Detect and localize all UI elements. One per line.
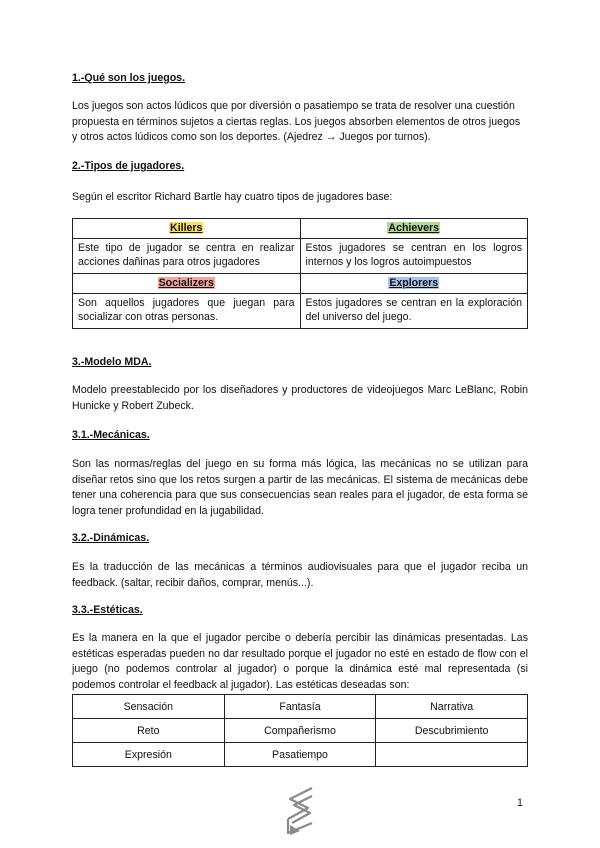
aesthetic-cell <box>376 743 528 767</box>
section-1 <box>72 72 528 84</box>
section-title: 2.-Tipos de jugadores. <box>72 160 185 172</box>
type-header-killers <box>73 219 301 239</box>
section-title: 3.3.-Estéticas. <box>72 604 143 616</box>
paragraph: Modelo preestablecido por los diseñadores y productores de videojuegos Marc LeBlanc, Robin Hunicke y Robert Zubeck. <box>72 384 528 412</box>
paragraph: Son las normas/reglas del juego en su forma más lógica, las mecánicas no se utilizan para diseñar retos sino que los retos surgen a partir de las mecánicas. El sistema de mecánicas debe tener una coherencia para que sus consecuencias sean reales para el jugador, de esta forma se logra tener profundidad en la jugabilidad. <box>72 458 528 517</box>
section-title: 1.-Qué son los juegos. <box>72 72 186 84</box>
type-header-achievers <box>300 219 528 239</box>
type-header-explorers <box>300 274 528 294</box>
paragraph: Según el escritor Richard Bartle hay cuatro tipos de jugadores base: <box>72 191 393 203</box>
paragraph: Es la manera en la que el jugador percibe o debería percibir las dinámicas presentadas. Las estéticas esperadas pueden no dar resultado porque el jugador no esté en estado de flow con el juego (no podemos controlar al jugador) o porque la dinámica esté mal representada (si podemos controlar el feedback al jugador). Las estéticas deseadas son: <box>72 632 528 691</box>
aesthetic-cell: Narrativa <box>376 695 528 719</box>
player-types-table <box>72 218 528 329</box>
type-header-socializers <box>73 274 301 294</box>
aesthetic-cell: Compañerismo <box>224 719 376 743</box>
paragraph: Es la traducción de las mecánicas a términos audiovisuales para que el jugador reciba un feedback. (saltar, recibir daños, comprar, menús...). <box>72 561 528 589</box>
section-title: 3.2.-Dinámicas. <box>72 532 150 544</box>
page-number: 1 <box>517 797 523 809</box>
type-name: Socializers <box>158 277 214 289</box>
type-desc: Estos jugadores se centran en los logros internos y los logros autoimpuestos <box>300 239 528 274</box>
type-name: Killers <box>170 222 203 234</box>
aesthetic-cell: Pasatiempo <box>224 743 376 767</box>
section-1-body <box>72 99 528 146</box>
section-title: 3.1.-Mecánicas. <box>72 429 150 441</box>
type-desc: Este tipo de jugador se centra en realizar acciones dañinas para otros jugadores <box>73 239 301 274</box>
aesthetics-table <box>72 694 528 767</box>
aesthetic-cell: Reto <box>73 719 225 743</box>
type-name: Explorers <box>389 277 439 289</box>
publisher-logo-icon <box>282 785 318 837</box>
type-desc: Son aquellos jugadores que juegan para socializar con otras personas. <box>73 294 301 329</box>
aesthetic-cell: Expresión <box>73 743 225 767</box>
section-title: 3.-Modelo MDA. <box>72 356 152 368</box>
aesthetic-cell: Descubrimiento <box>376 719 528 743</box>
paragraph: Los juegos son actos lúdicos que por diversión o pasatiempo se trata de resolver una cuestión propuesta en términos sujetos a ciertas reglas. Los juegos absorben elementos de otros juegos y otros actos lúdicos como son los deportes. (Ajedrez → Juegos por turnos). <box>72 100 521 144</box>
type-name: Achievers <box>388 222 440 234</box>
type-desc: Estos jugadores se centran en la exploración del universo del juego. <box>300 294 528 329</box>
aesthetic-cell: Sensación <box>73 695 225 719</box>
aesthetic-cell: Fantasía <box>224 695 376 719</box>
